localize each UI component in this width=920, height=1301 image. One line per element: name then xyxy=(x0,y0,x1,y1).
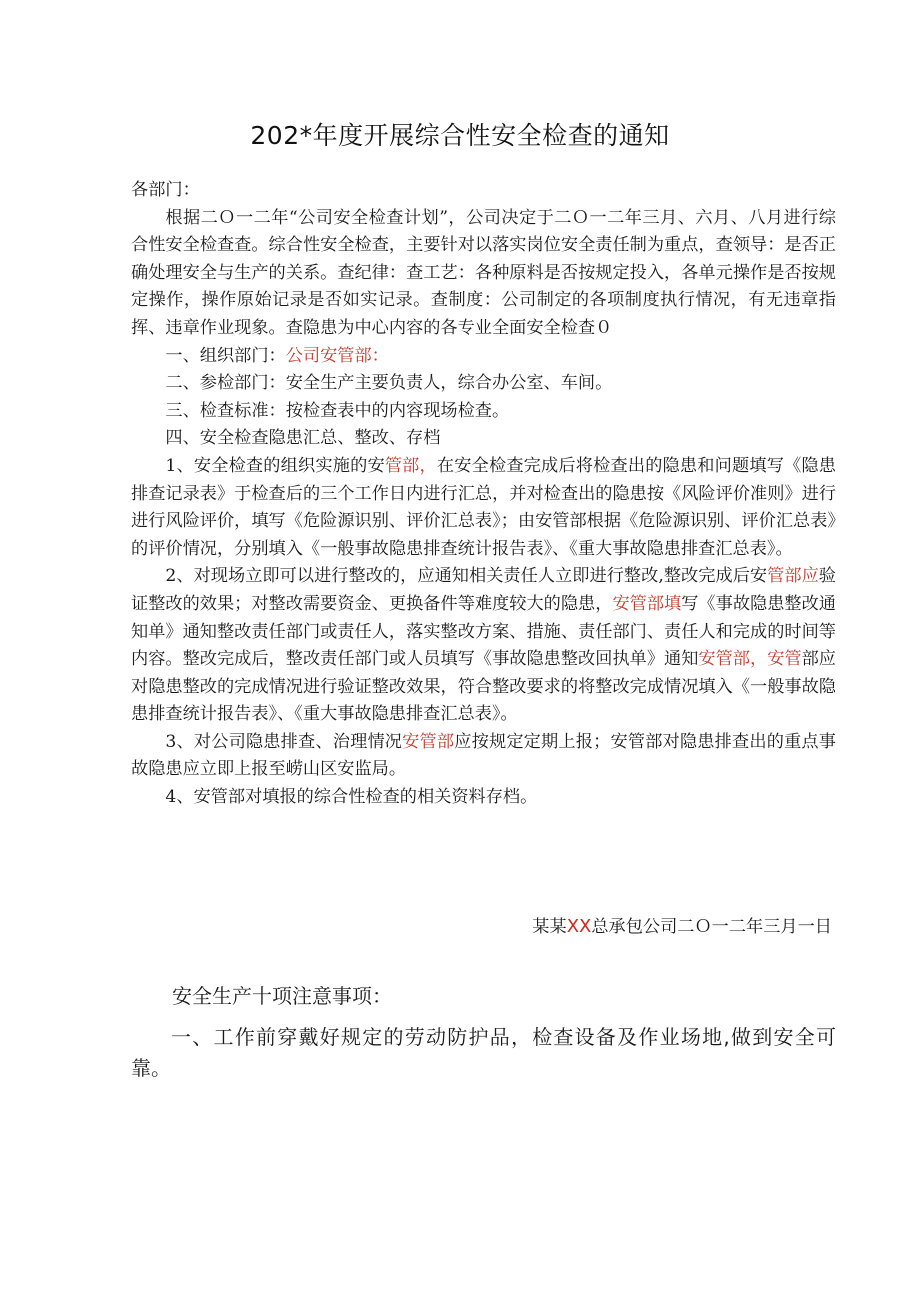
item-2-part-a: 2、对现场立即可以进行整改的，应通知相关责任人立即进行整改,整改完成后安 xyxy=(165,566,768,587)
item-2-part-g: 部应对隐患整改的完成情况进行验证整改效果，符合整改要求的将整改完成情况填入《一般事故隐患排查统计报告表》、《重大事故隐患排查汇总表》。 xyxy=(131,649,836,725)
section-standard: 三、检查标准：按检查表中的内容现场检查。 xyxy=(165,400,510,421)
item-2-part-e: 写《事故隐患整改通知单》通知整改责任部门或责任人，落实整改方案、措施、责任部门、责任人和完成的时间等内容。整改完成后，整改责任部门或人员填写《事故隐患整改回执单》通知 xyxy=(131,593,836,670)
section-organizer xyxy=(131,343,836,371)
document-body xyxy=(131,177,836,812)
item-2-paragraph xyxy=(131,563,836,729)
item-1-highlight: 管部， xyxy=(384,455,437,476)
document-title: 202*年度开展综合性安全检查的通知 xyxy=(250,121,670,150)
section-summary: 四、安全检查隐患汇总、整改、存档 xyxy=(165,428,441,449)
item-3-highlight: 安管部 xyxy=(402,731,455,752)
item-3-part-c: 应按规定定期上报；安管部对隐患排查出的重点事故隐患应立即上报至崂山区安监局。 xyxy=(131,731,836,780)
signature-line xyxy=(532,913,832,941)
intro-paragraph: 根据二Ｏ一二年“公司安全检查计划”，公司决定于二Ｏ一二年三月、六月、八月进行综合性安全检查查。综合性安全检查，主要针对以落实岗位安全责任制为重点，查领导：是否正确处理安全与生产的关系。查纪律：查工艺：各种原料是否按规定投入，各单元操作是否按规定操作，操作原始记录是否如实记录。查制度：公司制定的各项制度执行情况，有无违章指挥、违章作业现象。查隐患为中心内容的各专业全面安全检查０ xyxy=(131,207,836,338)
signature-suffix: 总承包公司二Ｏ一二年三月一日 xyxy=(591,917,832,937)
item-2-part-c: 验证整改的效果；对整改需要资金、更换备件等难度较大的隐患， xyxy=(131,566,836,614)
notes-item-1: 一、工作前穿戴好规定的劳动防护品，检查设备及作业场地,做到安全可靠。 xyxy=(131,1025,836,1080)
item-1-part-c: 在安全检查完成后将检查出的隐患和问题填写《隐患排查记录表》于检查后的三个工作日内进行汇总，并对检查出的隐患按《风险评价准则》进行进行风险评价，填写《危险源识别、评价汇总表》；由安管部根据《危险源识别、评价汇总表》的评价情况，分别填入《一般事故隐患排查统计报告表》、《重大事故隐患排查汇总表》。 xyxy=(131,455,836,559)
item-4-paragraph: 4、安管部对填报的综合性检查的相关资料存档。 xyxy=(165,787,538,808)
item-2-highlight-1: 管部应 xyxy=(767,566,819,587)
signature-highlight: XX xyxy=(566,916,592,937)
salutation: 各部门： xyxy=(131,180,200,200)
section-organizer-value: 公司安管部： xyxy=(285,345,389,366)
item-1-part-a: 1、安全检查的组织实施的安 xyxy=(165,455,385,476)
item-3-paragraph xyxy=(131,729,836,784)
item-3-part-a: 3、对公司隐患排查、治理情况 xyxy=(165,731,403,752)
signature-prefix: 某某 xyxy=(532,917,567,937)
item-1-paragraph xyxy=(131,453,836,563)
section-organizer-label: 一、组织部门： xyxy=(165,345,286,366)
section-participants: 二、参检部门：安全生产主要负责人，综合办公室、车间。 xyxy=(165,373,613,394)
item-2-highlight-3: 安管部，安管 xyxy=(698,649,802,670)
notes-title: 安全生产十项注意事项： xyxy=(172,984,392,1008)
item-2-highlight-2: 安管部填 xyxy=(612,593,682,614)
